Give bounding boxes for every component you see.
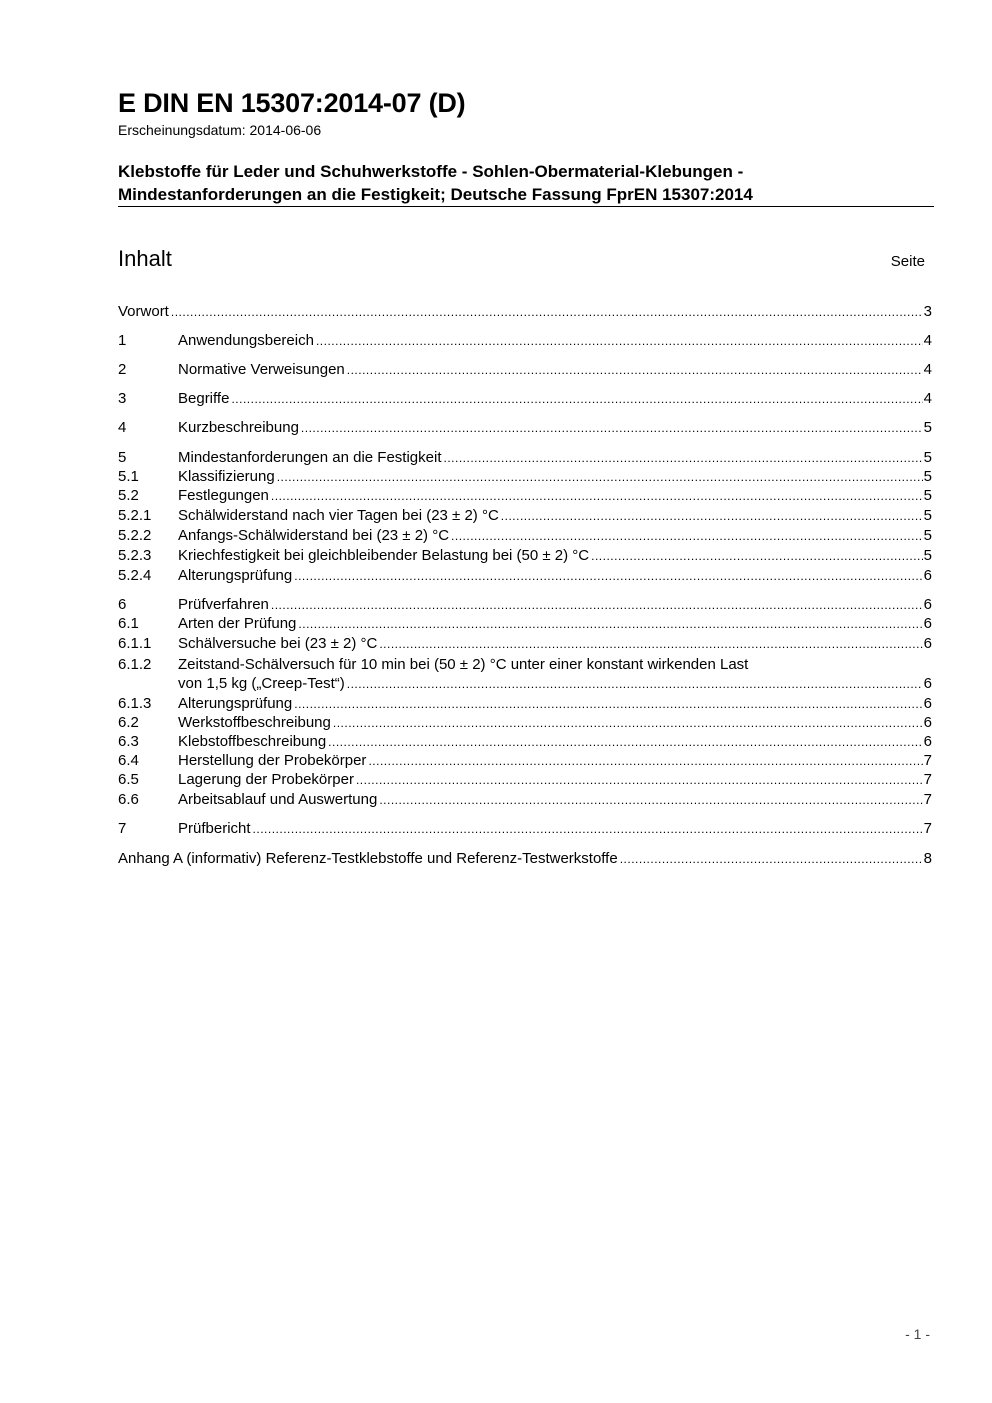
toc-entry-page: 6 — [923, 675, 932, 692]
toc-dot-leader — [271, 487, 923, 506]
toc-entry-title: Alterungsprüfung — [178, 695, 293, 712]
toc-entry[interactable] — [118, 614, 932, 633]
toc-dot-leader — [379, 791, 922, 810]
toc-entry-number: 5.2.2 — [118, 527, 152, 544]
toc-entry-title: Prüfbericht — [178, 820, 251, 837]
toc-dot-leader — [451, 527, 923, 546]
toc-entry-title: Schälwiderstand nach vier Tagen bei (23 ± 2) °C — [178, 507, 499, 524]
toc-entry-number: 5.2.3 — [118, 547, 152, 564]
title-rule — [118, 206, 934, 207]
toc-entry[interactable] — [118, 506, 932, 525]
toc-entry-title: Normative Verweisungen — [178, 361, 345, 378]
toc-entry-number: 6.1.2 — [118, 656, 152, 673]
toc-entry-number: 5.1 — [118, 468, 139, 485]
toc-dot-leader — [301, 419, 923, 438]
toc-entry-continuation[interactable] — [118, 674, 932, 693]
toc-entry-title: Arten der Prüfung — [178, 615, 297, 632]
document-page — [118, 0, 934, 1403]
toc-entry[interactable] — [118, 566, 932, 585]
toc-entry-title: Zeitstand-Schälversuch für 10 min bei (50 ± 2) °C unter einer konstant wirkenden Last — [178, 656, 749, 673]
toc-entry-number: 5.2 — [118, 487, 139, 504]
toc-heading: Inhalt — [118, 246, 172, 271]
toc-entry-number: 6.2 — [118, 714, 139, 731]
toc-entry-number: 6.5 — [118, 771, 139, 788]
toc-entry-title: Kriechfestigkeit bei gleichbleibender Belastung bei (50 ± 2) °C — [178, 547, 590, 564]
toc-dot-leader — [231, 390, 922, 409]
toc-entry-page: 6 — [923, 695, 932, 712]
toc-entry-page: 7 — [923, 820, 932, 837]
toc-entry-number: 3 — [118, 390, 127, 407]
toc-entry[interactable] — [118, 790, 932, 809]
toc-entry-page: 6 — [923, 635, 932, 652]
toc-page-column-label: Seite — [890, 253, 925, 270]
toc-entry-title: Anfangs-Schälwiderstand bei (23 ± 2) °C — [178, 527, 450, 544]
toc-dot-leader — [333, 714, 923, 733]
toc-entry-number: 5.2.1 — [118, 507, 152, 524]
toc-entry[interactable] — [118, 448, 932, 467]
toc-dot-leader — [379, 635, 922, 654]
toc-entry-number: 5 — [118, 449, 127, 466]
toc-entry[interactable] — [118, 634, 932, 653]
document-title — [118, 160, 934, 206]
toc-entry-page: 7 — [923, 752, 932, 769]
toc-entry[interactable] — [118, 389, 932, 408]
toc-entry-page: 5 — [923, 507, 932, 524]
toc-entry[interactable] — [118, 849, 932, 868]
toc-entry-page: 5 — [923, 419, 932, 436]
toc-entry-number: 5.2.4 — [118, 567, 152, 584]
toc-entry[interactable] — [118, 418, 932, 437]
toc-entry-number: 4 — [118, 419, 127, 436]
toc-dot-leader — [294, 567, 922, 586]
toc-entry[interactable] — [118, 713, 932, 732]
toc-entry-number: 2 — [118, 361, 127, 378]
toc-entry-page: 6 — [923, 567, 932, 584]
toc-entry-page: 5 — [923, 527, 932, 544]
toc-entry[interactable] — [118, 302, 932, 321]
toc-entry[interactable] — [118, 467, 932, 486]
toc-entry-number: 6.1 — [118, 615, 139, 632]
toc-entry[interactable] — [118, 526, 932, 545]
toc-entry[interactable] — [118, 694, 932, 713]
toc-entry[interactable] — [118, 819, 932, 838]
toc-entry[interactable] — [118, 732, 932, 751]
toc-dot-leader — [298, 615, 922, 634]
toc-entry-page: 4 — [923, 390, 932, 407]
toc-entry-title: Prüfverfahren — [178, 596, 269, 613]
toc-entry-page: 5 — [923, 547, 932, 564]
toc-dot-leader — [294, 695, 922, 714]
toc-dot-leader — [620, 850, 923, 869]
toc-entry-page: 3 — [923, 303, 932, 320]
toc-entry-title-continued: von 1,5 kg („Creep-Test“) — [178, 675, 345, 692]
toc-entry[interactable] — [118, 331, 932, 350]
toc-entry-page: 4 — [923, 332, 932, 349]
toc-entry-title: Mindestanforderungen an die Festigkeit — [178, 449, 442, 466]
toc-entry-title: Anhang A (informativ) Referenz-Testklebstoffe und Referenz-Testwerkstoffe — [118, 850, 618, 867]
toc-entry[interactable] — [118, 655, 932, 674]
toc-entry-page: 4 — [923, 361, 932, 378]
toc-entry-title: Lagerung der Probekörper — [178, 771, 354, 788]
toc-entry[interactable] — [118, 751, 932, 770]
toc-entry-number: 6.1.3 — [118, 695, 152, 712]
toc-entry-title: Klassifizierung — [178, 468, 275, 485]
toc-entry-number: 1 — [118, 332, 127, 349]
toc-entry-title: Arbeitsablauf und Auswertung — [178, 791, 378, 808]
toc-entry[interactable] — [118, 546, 932, 565]
document-title-line-1: Klebstoffe für Leder und Schuhwerkstoffe - Sohlen-Obermaterial-Klebungen - — [118, 162, 744, 181]
toc-entry-title: Herstellung der Probekörper — [178, 752, 367, 769]
toc-entry-title: Festlegungen — [178, 487, 269, 504]
toc-entry-page: 7 — [923, 771, 932, 788]
page-number: - 1 - — [905, 1326, 930, 1342]
toc-entry-number: 6.6 — [118, 791, 139, 808]
toc-dot-leader — [253, 820, 923, 839]
toc-entry-title: Begriffe — [178, 390, 230, 407]
toc-entry-title: Anwendungsbereich — [178, 332, 314, 349]
toc-entry-number: 6.4 — [118, 752, 139, 769]
toc-entry[interactable] — [118, 486, 932, 505]
publication-date: Erscheinungsdatum: 2014-06-06 — [118, 122, 322, 138]
toc-dot-leader — [171, 303, 923, 322]
document-title-line-2: Mindestanforderungen an die Festigkeit; Deutsche Fassung FprEN 15307:2014 — [118, 185, 753, 204]
toc-dot-leader — [356, 771, 923, 790]
toc-entry-title: Kurzbeschreibung — [178, 419, 299, 436]
toc-entry[interactable] — [118, 770, 932, 789]
toc-dot-leader — [347, 361, 923, 380]
toc-entry-title: Schälversuche bei (23 ± 2) °C — [178, 635, 378, 652]
toc-entry-number: 6.3 — [118, 733, 139, 750]
toc-dot-leader — [347, 675, 923, 694]
toc-entry-page: 5 — [923, 449, 932, 466]
toc-dot-leader — [277, 468, 923, 487]
toc-dot-leader — [591, 547, 923, 566]
toc-dot-leader — [316, 332, 923, 351]
toc-entry-page: 6 — [923, 714, 932, 731]
toc-entry-title: Werkstoffbeschreibung — [178, 714, 331, 731]
toc-entry-title: Alterungsprüfung — [178, 567, 293, 584]
toc-entry-page: 6 — [923, 596, 932, 613]
toc-entry-page: 7 — [923, 791, 932, 808]
toc-dot-leader — [271, 596, 923, 615]
toc-entry-page: 6 — [923, 733, 932, 750]
document-id: E DIN EN 15307:2014-07 (D) — [118, 88, 466, 118]
toc-entry-number: 7 — [118, 820, 127, 837]
toc-dot-leader — [444, 449, 923, 468]
toc-dot-leader — [328, 733, 922, 752]
toc-dot-leader — [501, 507, 923, 526]
toc-entry-number: 6 — [118, 596, 127, 613]
toc-entry-number: 6.1.1 — [118, 635, 152, 652]
toc-dot-leader — [368, 752, 922, 771]
toc-entry-page: 8 — [923, 850, 932, 867]
toc-entry-page: 6 — [923, 615, 932, 632]
toc-entry-page: 5 — [923, 468, 932, 485]
toc-entry-page: 5 — [923, 487, 932, 504]
toc-entry[interactable] — [118, 360, 932, 379]
toc-entry[interactable] — [118, 595, 932, 614]
toc-entry-title: Klebstoffbeschreibung — [178, 733, 327, 750]
toc-entry-title: Vorwort — [118, 303, 169, 320]
